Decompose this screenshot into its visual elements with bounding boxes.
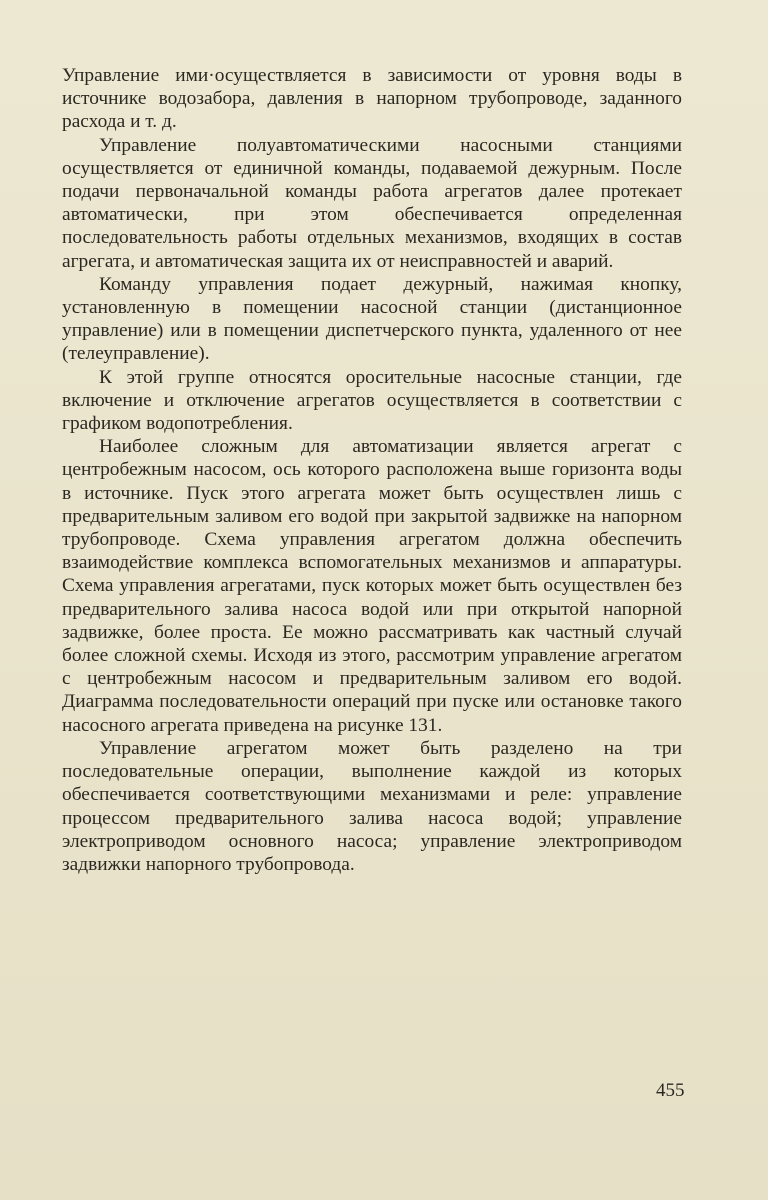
paragraph: Команду управления подает дежурный, нажимая кнопку, установленную в помещении насосной станции (дистанционное управление) или в помещении диспетчерского пункта, удаленного от нее (телеуправление). <box>62 273 682 365</box>
body-text <box>62 64 682 876</box>
paragraph: К этой группе относятся оросительные насосные станции, где включение и отключение агрегатов осуществляется в соответствии с графиком водопотребления. <box>62 366 682 435</box>
paragraph: Управление полуавтоматическими насосными станциями осуществляется от единичной команды, подаваемой дежурным. После подачи первоначальной команды работа агрегатов далее протекает автоматически, при этом обеспечивается определенная последовательность работы отдельных механизмов, входящих в состав агрегата, и автоматическая защита их от неисправностей и аварий. <box>62 134 682 272</box>
paragraph: Управление ими·осуществляется в зависимости от уровня воды в источнике водозабора, давления в напорном трубопроводе, заданного расхода и т. д. <box>62 65 682 133</box>
page-number: 455 <box>656 1080 685 1101</box>
paragraph: Управление агрегатом может быть разделено на три последовательные операции, выполнение каждой из которых обеспечивается соответствующими механизмами и реле: управление процессом предварительного залива насоса водой; управление электроприводом основного насоса; управление электроприводом задвижки напорного трубопровода. <box>62 737 682 875</box>
paragraph: Наиболее сложным для автоматизации является агрегат с центробежным насосом, ось которого расположена выше горизонта воды в источнике. Пуск этого агрегата может быть осуществлен лишь с предварительным заливом его водой при закрытой задвижке на напорном трубопроводе. Схема управления агрегатом должна обеспечить взаимодействие комплекса вспомогательных механизмов и аппаратуры. Схема управления агрегатами, пуск которых может быть осуществлен без предварительного залива насоса водой или при открытой напорной задвижке, более проста. Ее можно рассматривать как частный случай более сложной схемы. Исходя из этого, рассмотрим управление агрегатом с центробежным насосом и предварительным заливом его водой. Диаграмма последовательности операций при пуске или остановке такого насосного агрегата приведена на рисунке 131. <box>62 436 682 736</box>
